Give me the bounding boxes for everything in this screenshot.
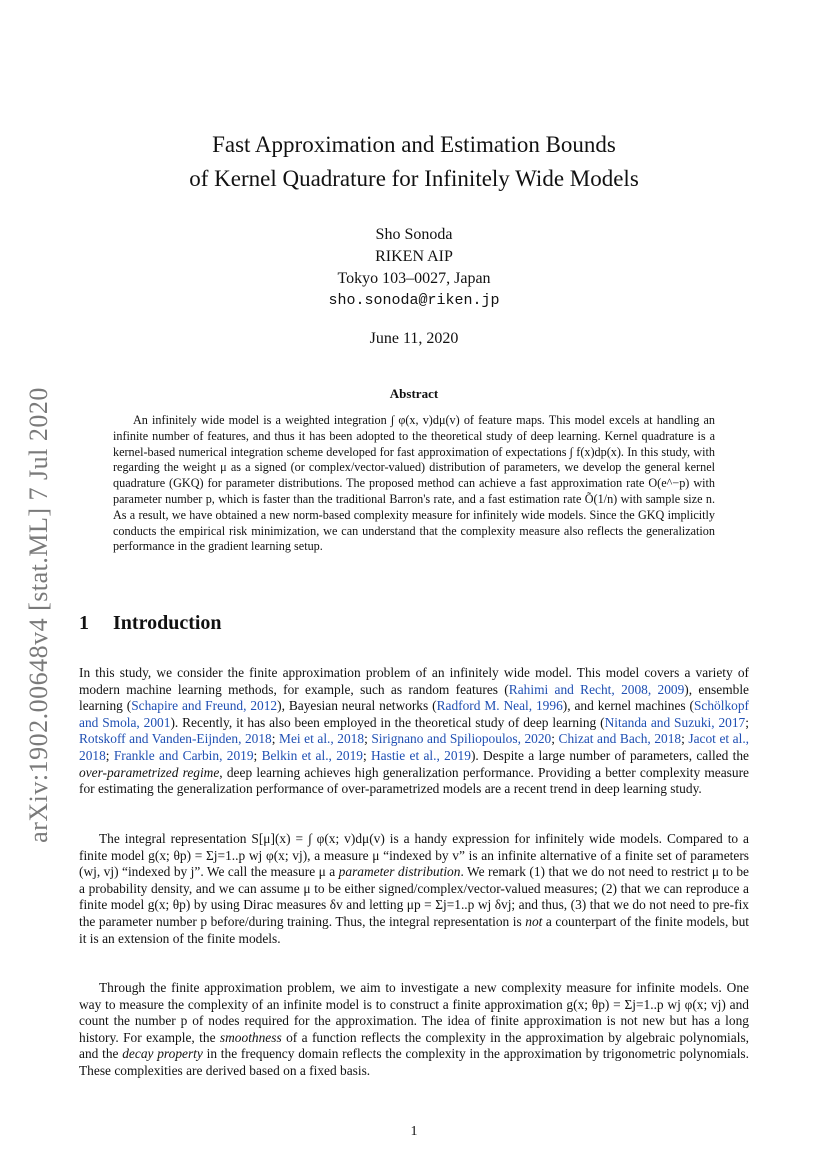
- author-email: sho.sonoda@riken.jp: [328, 292, 500, 309]
- author-affiliation: RIKEN AIP: [375, 248, 453, 265]
- paragraph-text: ). Recently, it has also been employed in the theoretical study of deep learning (: [170, 714, 605, 730]
- title-line-1: Fast Approximation and Estimation Bounds: [212, 132, 616, 157]
- paragraph-text: In this study, we consider the finite approximation problem of an infinitely wide model. This model covers a variety of modern machine learning methods, for example, such as random features (: [79, 665, 749, 697]
- paragraph-text: a counterpart of the finite models, but it is an extension of the finite models.: [79, 913, 749, 946]
- paper-date: June 11, 2020: [369, 330, 459, 347]
- page-number: 1: [410, 1124, 418, 1139]
- emphasis-text: parameter distribution: [338, 864, 461, 880]
- paragraph-text: in the frequency domain reflects the complexity in the approximation by trigonometric polynomials. These complexities are derived based on a fixed basis.: [79, 1046, 749, 1078]
- emphasis-text: over-parametrized regime: [79, 764, 220, 780]
- paragraph-text: The integral representation S[μ](x) = ∫ φ(x; v)dμ(v) is a handy expression for infinitely wide models. Compared to a finite model g(x; θp) = Σj=1..p wj φ(x; vj), a measure μ “indexed by v” is an infinite alternative of a finite set of parameters (wj, vj) “indexed by j”. We call the measure μ a: [79, 831, 749, 880]
- abstract-heading: Abstract: [389, 386, 439, 401]
- citation-link[interactable]: Chizat and Bach, 2018: [558, 731, 682, 747]
- citation-link[interactable]: Radford M. Neal, 1996: [436, 698, 563, 714]
- section-title: Introduction: [113, 612, 222, 634]
- citation-link[interactable]: Rotskoff and Vanden-Eijnden, 2018: [79, 731, 272, 747]
- citation-link[interactable]: Nitanda and Suzuki, 2017: [604, 714, 746, 730]
- paragraph-text: ), Bayesian neural networks (: [277, 698, 437, 714]
- abstract-text: An infinitely wide model is a weighted integration ∫ φ(x, v)dμ(v) of feature maps. This model excels at handling an infinite number of features, and thus it has been adopted to the theoretical study of deep learning. Kernel quadrature is a kernel-based numerical integration scheme developed for fast approximation of expectations ∫ f(x)dp(x). In this study, with regarding the weight μ as a signed (or complex/vector-valued) distribution of parameters, we develop the general kernel quadrature (GKQ) for parameter distributions. The proposed method can achieve a fast approximation rate O(e^−p) with parameter number p, which is faster than the traditional Barron's rate, and a fast estimation rate Õ(1/n) with sample size n. As a result, we have obtained a new norm-based complexity measure for infinitely wide models. Since the GKQ implicitly conducts the empirical risk minimization, we can understand that the complexity measure also reflects the generalization performance in the gradient learning setup.: [113, 413, 715, 554]
- citation-link[interactable]: Rahimi and Recht, 2008, 2009: [508, 681, 685, 697]
- citation-link[interactable]: Belkin et al., 2019: [261, 747, 363, 763]
- emphasis-text: smoothness: [219, 1029, 282, 1045]
- paragraph-text: , deep learning achieves high generalization performance. Providing a better complexity measure for estimating the generalization performance of over-parametrized models are a recent trend in deep learning study.: [79, 764, 749, 797]
- citation-link[interactable]: Hastie et al., 2019: [371, 747, 471, 763]
- citation-link[interactable]: Frankle and Carbin, 2019: [113, 747, 254, 763]
- title-line-2: of Kernel Quadrature for Infinitely Wide Models: [189, 166, 639, 191]
- author-address: Tokyo 103–0027, Japan: [337, 270, 491, 287]
- section-number: 1: [79, 612, 89, 634]
- intro-paragraph-3: [79, 980, 749, 1080]
- citation-link[interactable]: Mei et al., 2018: [279, 731, 365, 747]
- paragraph-text: of a function reflects the complexity in the approximation by algebraic polynomials, and the: [79, 1029, 750, 1062]
- citation-link[interactable]: Sirignano and Spiliopoulos, 2020: [371, 731, 552, 747]
- section-heading: [79, 612, 222, 635]
- paragraph-text: Through the finite approximation problem, we aim to investigate a new complexity measure for infinite models. One way to measure the complexity of an infinite model is to construct a finite approximation g(x; θp) = Σj=1..p wj φ(x; vj) and count the number p of nodes required for the approximation. The idea of finite approximation is not new but has a long history. For example, the: [79, 980, 749, 1045]
- paragraph-text: . We remark (1) that we do not need to restrict μ to be a probability density, and we can assume μ to be either signed/complex/vector-valued measures; (2) that we can reproduce a finite model g(x; θp) by using Dirac measures δv and letting μp = Σj=1..p wj δvj; and thus, (3) that we do not need to pre-fix the parameter number p before/during training. Thus, the integral representation is: [79, 864, 749, 929]
- author-block: [0, 224, 828, 312]
- citation-link[interactable]: Schölkopf and Smola, 2001: [79, 698, 749, 730]
- paragraph-text: ). Despite a large number of parameters, called the: [470, 747, 749, 763]
- paper-title: [0, 128, 828, 196]
- arxiv-sidebar: [22, 373, 56, 857]
- author-name: Sho Sonoda: [375, 226, 453, 243]
- intro-paragraph-1: In this study, we consider the finite approximation problem of an infinitely wide model. This model covers a variety of modern machine learning methods, for example, such as random features (Rahimi and Recht, 2008, 2009), ensemble learning (Schapire and Freund, 2012), Bayesian neural networks (Radford M. Neal, 1996), and kernel machines (Schölkopf and Smola, 2001). Recently, it has also been employed in the theoretical study of deep learning (Nitanda and Suzuki, 2017; Rotskoff and Vanden-Eijnden, 2018; Mei et al., 2018; Sirignano and Spiliopoulos, 2020; Chizat and Bach, 2018; Jacot et al., 2018; Frankle and Carbin, 2019; Belkin et al., 2019; Hastie et al., 2019). Despite a large number of parameters, called the over-parametrized regime, deep learning achieves high generalization performance. Providing a better complexity measure for estimating the generalization performance of over-parametrized models are a recent trend in deep learning study.: [79, 665, 750, 797]
- arxiv-identifier: arXiv:1902.00648v4 [stat.ML] 7 Jul 2020: [24, 387, 53, 843]
- paragraph-text: ), and kernel machines (: [562, 698, 694, 714]
- emphasis-text: decay property: [122, 1046, 203, 1062]
- intro-paragraph-2: [79, 831, 749, 947]
- paragraph-text: ), ensemble learning (: [79, 681, 749, 714]
- citation-link[interactable]: Schapire and Freund, 2012: [131, 698, 278, 714]
- citation-link[interactable]: Jacot et al., 2018: [79, 731, 750, 763]
- emphasis-text: not: [525, 913, 543, 929]
